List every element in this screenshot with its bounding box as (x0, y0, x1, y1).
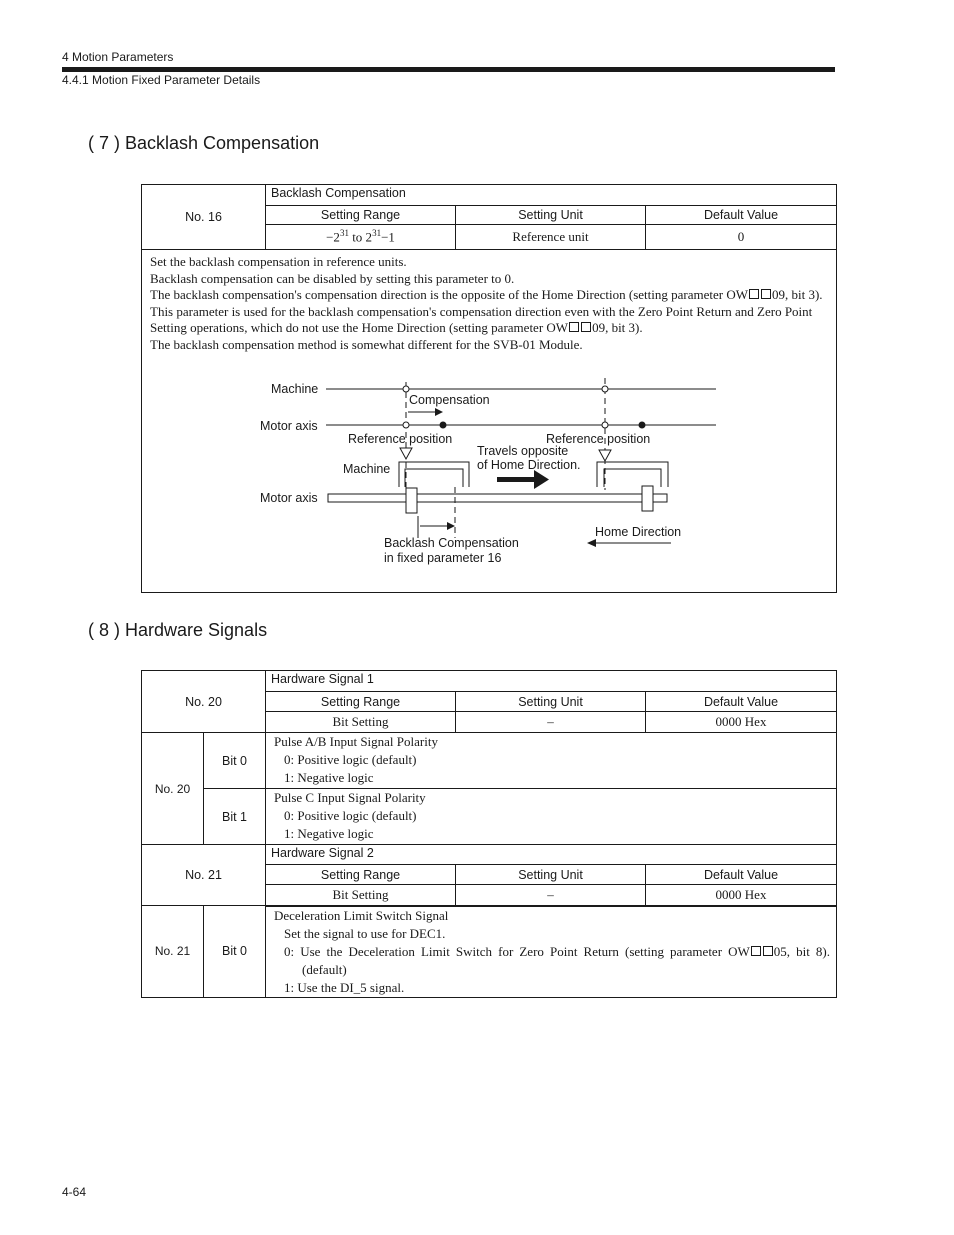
hs1-col-unit: Setting Unit (456, 692, 646, 712)
label-motor-axis-2: Motor axis (260, 491, 318, 505)
label-backlash-line1: Backlash Compensation (384, 536, 519, 550)
label-compensation: Compensation (409, 393, 490, 407)
label-travels-line2: of Home Direction. (477, 458, 581, 472)
hs1-range: Bit Setting (266, 712, 456, 733)
backlash-diagram (141, 360, 836, 590)
hs1-col-default: Default Value (646, 692, 837, 712)
label-travels-line1: Travels opposite (477, 444, 569, 458)
default-value: 0 (646, 225, 837, 250)
hs2-col-range: Setting Range (266, 865, 456, 885)
setting-unit-value: Reference unit (456, 225, 646, 250)
hs2-range: Bit Setting (266, 885, 456, 906)
hs2-number: No. 21 (142, 845, 266, 906)
bits20-number: No. 20 (142, 733, 204, 845)
chapter-header: 4 Motion Parameters (62, 50, 174, 64)
hs1-col-range: Setting Range (266, 692, 456, 712)
label-machine: Machine (271, 382, 319, 396)
bits20-bit0-label: Bit 0 (204, 733, 266, 789)
label-machine-2: Machine (343, 462, 391, 476)
label-reference-position-left: Reference position (348, 432, 453, 446)
col-default-value: Default Value (646, 206, 837, 225)
hardware-signals-table (141, 670, 837, 998)
page-number: 4-64 (62, 1185, 87, 1199)
bits20-bit1-desc: Pulse C Input Signal Polarity 0: Positive logic (default) 1: Negative logic (266, 789, 837, 845)
label-backlash-line2: in fixed parameter 16 (384, 551, 502, 565)
backlash-description: Set the backlash compensation in reference units. Backlash compensation can be disabled by setting this parameter to 0. The backlash compensation's compensation direction is the opposite of the Home Direction (setting parameter OW 09, bit 3). This parameter is used for the backlash compensation's compensation direction even with the Zero Point Return and Zero Point Setting operations, which do not use the Home Direction (setting parameter OW 09, bit 3). The backlash compensation method is somewhat different for the SVB-01 Module. (142, 250, 837, 593)
col-setting-range: Setting Range (266, 206, 456, 225)
bits21-bit0-label: Bit 0 (204, 906, 266, 998)
hs1-name: Hardware Signal 1 (266, 671, 837, 692)
param-name: Backlash Compensation (266, 185, 837, 206)
hs2-col-default: Default Value (646, 865, 837, 885)
header-rule (62, 67, 835, 72)
label-reference-position-right: Reference position (546, 432, 651, 446)
hs2-name: Hardware Signal 2 (266, 845, 837, 865)
hs1-unit: – (456, 712, 646, 733)
section-8-title: ( 8 ) Hardware Signals (88, 620, 268, 640)
param-number: No. 16 (142, 185, 266, 250)
hs2-col-unit: Setting Unit (456, 865, 646, 885)
hs1-default: 0000 Hex (646, 712, 837, 733)
bits20-bit0-desc: Pulse A/B Input Signal Polarity 0: Positive logic (default) 1: Negative logic (266, 733, 837, 789)
col-setting-unit: Setting Unit (456, 206, 646, 225)
subsection-header: 4.4.1 Motion Fixed Parameter Details (62, 73, 261, 87)
label-motor-axis: Motor axis (260, 419, 318, 433)
hs2-unit: – (456, 885, 646, 906)
bits20-bit1-label: Bit 1 (204, 789, 266, 845)
bits21-number: No. 21 (142, 906, 204, 998)
section-7-title: ( 7 ) Backlash Compensation (88, 133, 320, 153)
hs2-default: 0000 Hex (646, 885, 837, 906)
bits21-bit0-desc: Deceleration Limit Switch Signal Set the signal to use for DEC1. 0: Use the Deceleration Limit Switch for Zero Point Return (setting parameter OW 05, bit 8). (default) 1: Use the DI_5 signal. (266, 906, 837, 998)
setting-range-value: $-2^{31}$ to $2^{31}-1$ (266, 225, 456, 250)
label-home-direction: Home Direction (595, 525, 682, 539)
hs1-number: No. 20 (142, 671, 266, 733)
